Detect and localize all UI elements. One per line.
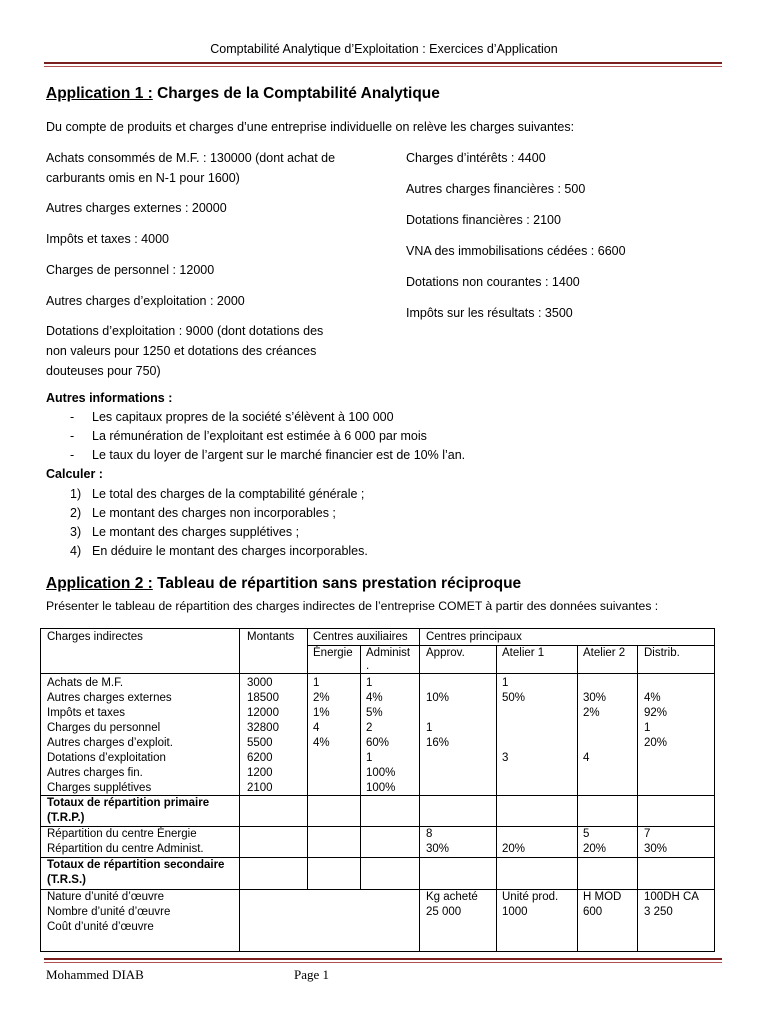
page-header-title: Comptabilité Analytique d’Exploitation : Exercices d’Application	[210, 42, 558, 56]
calc-item: 2) Le montant des charges non incorporables ;	[70, 506, 336, 520]
header-distrib: Distrib.	[644, 647, 680, 659]
calc-item: 4) En déduire le montant des charges incorporables.	[70, 544, 368, 558]
header-administ-dot: .	[366, 660, 370, 672]
row-atelier2: 30%	[583, 692, 607, 704]
app2-heading	[46, 575, 521, 593]
app1-right-item: Charges d’intérêts : 4400	[406, 151, 546, 165]
app1-left-item: Autres charges externes : 20000	[46, 201, 227, 215]
nature-distrib: 100DH CA	[644, 891, 699, 903]
app1-right-item: Impôts sur les résultats : 3500	[406, 306, 573, 320]
row-charge: Autres charges fin.	[47, 767, 143, 779]
row-atelier1: 50%	[502, 692, 526, 704]
cout-label: Coût d’unité d’œuvre	[47, 921, 154, 933]
header-principaux: Centres principaux	[426, 631, 522, 643]
nombre-distrib: 3 250	[644, 906, 673, 918]
app1-intro: Du compte de produits et charges d’une entreprise individuelle on relève les charges suivantes:	[46, 120, 575, 134]
header-montants: Montants	[247, 631, 295, 643]
row-administ: 4%	[366, 692, 383, 704]
row-charge: Charges supplétives	[47, 782, 152, 794]
row-montant: 12000	[247, 707, 279, 719]
app2-intro: Présenter le tableau de répartition des charges indirectes de l’entreprise COMET à partir des données suivantes :	[46, 599, 659, 613]
info-item: - Le taux du loyer de l’argent sur le marché financier est de 10% l’an.	[70, 448, 466, 462]
calc-list	[46, 485, 706, 561]
nature-label: Nature d’unité d’œuvre	[47, 891, 164, 903]
footer-rule	[44, 958, 722, 963]
header-atelier1: Atelier 1	[502, 647, 545, 659]
row-montant: 18500	[247, 692, 279, 704]
rep-energie-label: Répartition du centre Énergie	[47, 828, 197, 840]
app1-right-item: Autres charges financières : 500	[406, 182, 586, 196]
row-atelier2: 2%	[583, 707, 600, 719]
grid-line	[577, 645, 578, 951]
row-distrib: 20%	[644, 737, 668, 749]
nature-atelier1: Unité prod.	[502, 891, 559, 903]
grid-line	[239, 629, 240, 951]
row-administ: 1	[366, 752, 373, 764]
rep-admin-approv: 30%	[426, 843, 450, 855]
app1-heading	[46, 85, 440, 103]
row-energie: 1%	[313, 707, 330, 719]
row-administ: 5%	[366, 707, 383, 719]
row-administ: 2	[366, 722, 373, 734]
rep-energie-distrib: 7	[644, 828, 651, 840]
rep-admin-atelier2: 20%	[583, 843, 607, 855]
row-charge: Autres charges externes	[47, 692, 172, 704]
row-administ: 100%	[366, 782, 396, 794]
trs-abbrev: (T.R.S.)	[47, 874, 86, 886]
grid-line	[307, 629, 308, 889]
row-approv: 1	[426, 722, 433, 734]
info-item: - Les capitaux propres de la société s’élèvent à 100 000	[70, 410, 394, 424]
row-charge: Impôts et taxes	[47, 707, 125, 719]
calc-title: Calculer :	[46, 467, 103, 481]
row-montant: 6200	[247, 752, 273, 764]
app1-left-item: Impôts et taxes : 4000	[46, 232, 169, 246]
grid-line	[360, 645, 361, 889]
app2-label: Application 2 :	[46, 575, 153, 592]
row-charge: Dotations d’exploitation	[47, 752, 166, 764]
header-atelier2: Atelier 2	[583, 647, 626, 659]
trp-abbrev: (T.R.P.)	[47, 812, 85, 824]
app2-title: Tableau de répartition sans prestation réciproque	[157, 575, 522, 592]
repartition-table	[40, 628, 715, 952]
rep-admin-distrib: 30%	[644, 843, 668, 855]
row-charge: Autres charges d’exploit.	[47, 737, 173, 749]
grid-line	[637, 645, 638, 951]
grid-line	[41, 673, 714, 674]
row-charge: Charges du personnel	[47, 722, 161, 734]
info-item: - La rémunération de l’exploitant est estimée à 6 000 par mois	[70, 429, 427, 443]
rep-energie-approv: 8	[426, 828, 433, 840]
nombre-approv: 25 000	[426, 906, 462, 918]
nature-approv: Kg acheté	[426, 891, 478, 903]
app1-right-item: Dotations non courantes : 1400	[406, 275, 580, 289]
footer-author: Mohammed DIAB	[46, 967, 144, 982]
row-approv: 16%	[426, 737, 450, 749]
row-energie: 1	[313, 677, 320, 689]
row-charge: Achats de M.F.	[47, 677, 124, 689]
app1-left-item: Autres charges d’exploitation : 2000	[46, 294, 245, 308]
row-distrib: 1	[644, 722, 651, 734]
nombre-label: Nombre d’unité d’œuvre	[47, 906, 171, 918]
app1-title: Charges de la Comptabilité Analytique	[157, 85, 440, 102]
row-distrib: 4%	[644, 692, 661, 704]
calc-item: 1) Le total des charges de la comptabilité générale ;	[70, 487, 365, 501]
trp-label: Totaux de répartition primaire	[47, 797, 210, 809]
app1-left-item: Charges de personnel : 12000	[46, 263, 215, 277]
app1-label: Application 1 :	[46, 85, 153, 102]
grid-line	[419, 629, 420, 951]
header-approv: Approv.	[426, 647, 465, 659]
footer-page-number: Page 1	[294, 967, 330, 982]
row-energie: 4%	[313, 737, 330, 749]
app1-right-item: Dotations financières : 2100	[406, 213, 561, 227]
info-title: Autres informations :	[46, 391, 173, 405]
row-montant: 3000	[247, 677, 273, 689]
row-administ: 60%	[366, 737, 390, 749]
rep-energie-atelier2: 5	[583, 828, 590, 840]
row-administ: 100%	[366, 767, 396, 779]
header-energie: Énergie	[313, 647, 353, 659]
row-montant: 1200	[247, 767, 273, 779]
nombre-atelier2: 600	[583, 906, 603, 918]
header-auxiliaires: Centres auxiliaires	[313, 631, 408, 643]
rep-admin-atelier1: 20%	[502, 843, 526, 855]
row-energie: 4	[313, 722, 320, 734]
row-approv: 10%	[426, 692, 450, 704]
row-atelier1: 3	[502, 752, 509, 764]
rep-admin-label: Répartition du centre Administ.	[47, 843, 204, 855]
row-atelier2: 4	[583, 752, 590, 764]
header-charges: Charges indirectes	[47, 631, 143, 643]
app1-left-item: Dotations d’exploitation : 9000 (dont dotations des non valeurs pour 1250 et dotations des créances douteuses pour 750)	[46, 324, 324, 378]
header-administ: Administ	[366, 647, 411, 659]
info-list	[46, 408, 706, 465]
trs-label: Totaux de répartition secondaire	[47, 859, 225, 871]
nombre-atelier1: 1000	[502, 906, 528, 918]
grid-line	[496, 645, 497, 951]
calc-item: 3) Le montant des charges supplétives ;	[70, 525, 300, 539]
row-atelier1: 1	[502, 677, 509, 689]
row-distrib: 92%	[644, 707, 668, 719]
nature-atelier2: H MOD	[583, 891, 622, 903]
app1-left-item: Achats consommés de M.F. : 130000 (dont achat de carburants omis en N-1 pour 1600)	[46, 151, 336, 185]
row-montant: 5500	[247, 737, 273, 749]
row-administ: 1	[366, 677, 373, 689]
row-montant: 2100	[247, 782, 273, 794]
row-energie: 2%	[313, 692, 330, 704]
header-rule	[44, 62, 722, 67]
row-montant: 32800	[247, 722, 279, 734]
app1-right-item: VNA des immobilisations cédées : 6600	[406, 244, 626, 258]
